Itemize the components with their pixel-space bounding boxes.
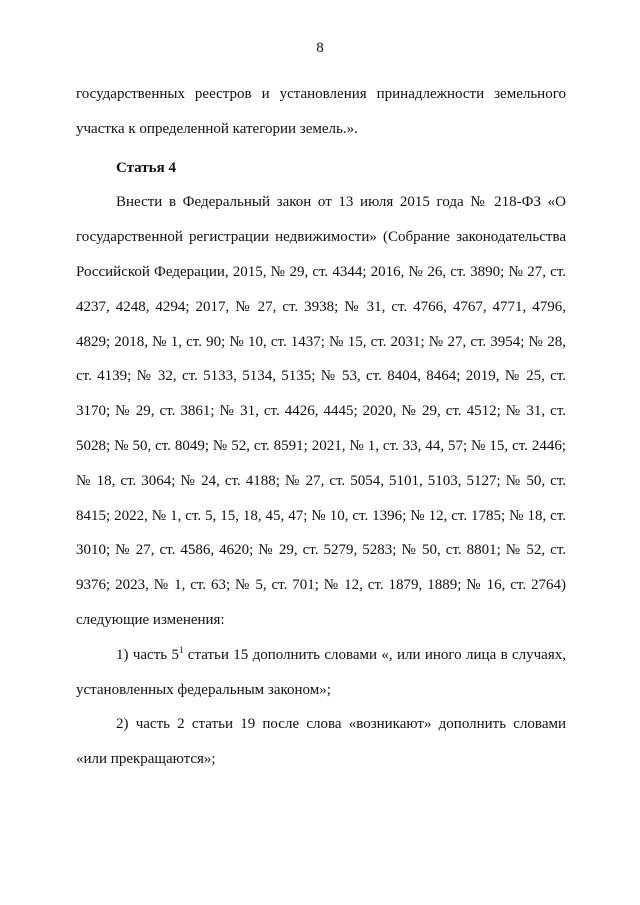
article-heading: Статья 4	[116, 159, 176, 176]
paragraph-amendment-intro: Внести в Федеральный закон от 13 июля 2015 года № 218-ФЗ «О государственной регистрации недвижимости» (Собрание законодательства Российской Федерации, 2015, № 29, ст. 4344; 2016, № 26, ст. 3890; № 27, ст. 4237, 4248, 4294; 2017, № 27, ст. 3938; № 31, ст. 4766, 4767, 4771, 4796, 4829; 2018, № 1, ст. 90; № 10, ст. 1437; № 15, ст. 2031; № 27, ст. 3954; № 28, ст. 4139; № 32, ст. 5133, 5134, 5135; № 53, ст. 8404, 8464; 2019, № 25, ст. 3170; № 29, ст. 3861; № 31, ст. 4426, 4445; 2020, № 29, ст. 4512; № 31, ст. 5028; № 50, ст. 8049; № 52, ст. 8591; 2021, № 1, ст. 33, 44, 57; № 15, ст. 2446; № 18, ст. 3064; № 24, ст. 4188; № 27, ст. 5054, 5101, 5103, 5127; № 50, ст. 8415; 2022, № 1, ст. 5, 15, 18, 45, 47; № 10, ст. 1396; № 12, ст. 1785; № 18, ст. 3010; № 27, ст. 4586, 4620; № 29, ст. 5279, 5283; № 50, ст. 8801; № 52, ст. 9376; 2023, № 1, ст. 63; № 5, ст. 701; № 12, ст. 1879, 1889; № 16, ст. 2764) следующие изменения:	[76, 194, 566, 628]
list-item-1-end: статьи 15 дополнить словами «, или иного лица в случаях, установленных федеральным законом»;	[76, 646, 566, 698]
page-number: 8	[316, 40, 324, 56]
list-item-1-start: 1) часть 5	[116, 646, 179, 663]
list-item-2: 2) часть 2 статьи 19 после слова «возникают» дополнить словами «или прекращаются»;	[76, 716, 566, 768]
superscript: 1	[178, 644, 184, 655]
document-body	[76, 77, 566, 777]
list-item-1	[76, 638, 566, 708]
paragraph-continuation: государственных реестров и установления принадлежности земельного участка к определенной категории земель.».	[76, 86, 566, 137]
